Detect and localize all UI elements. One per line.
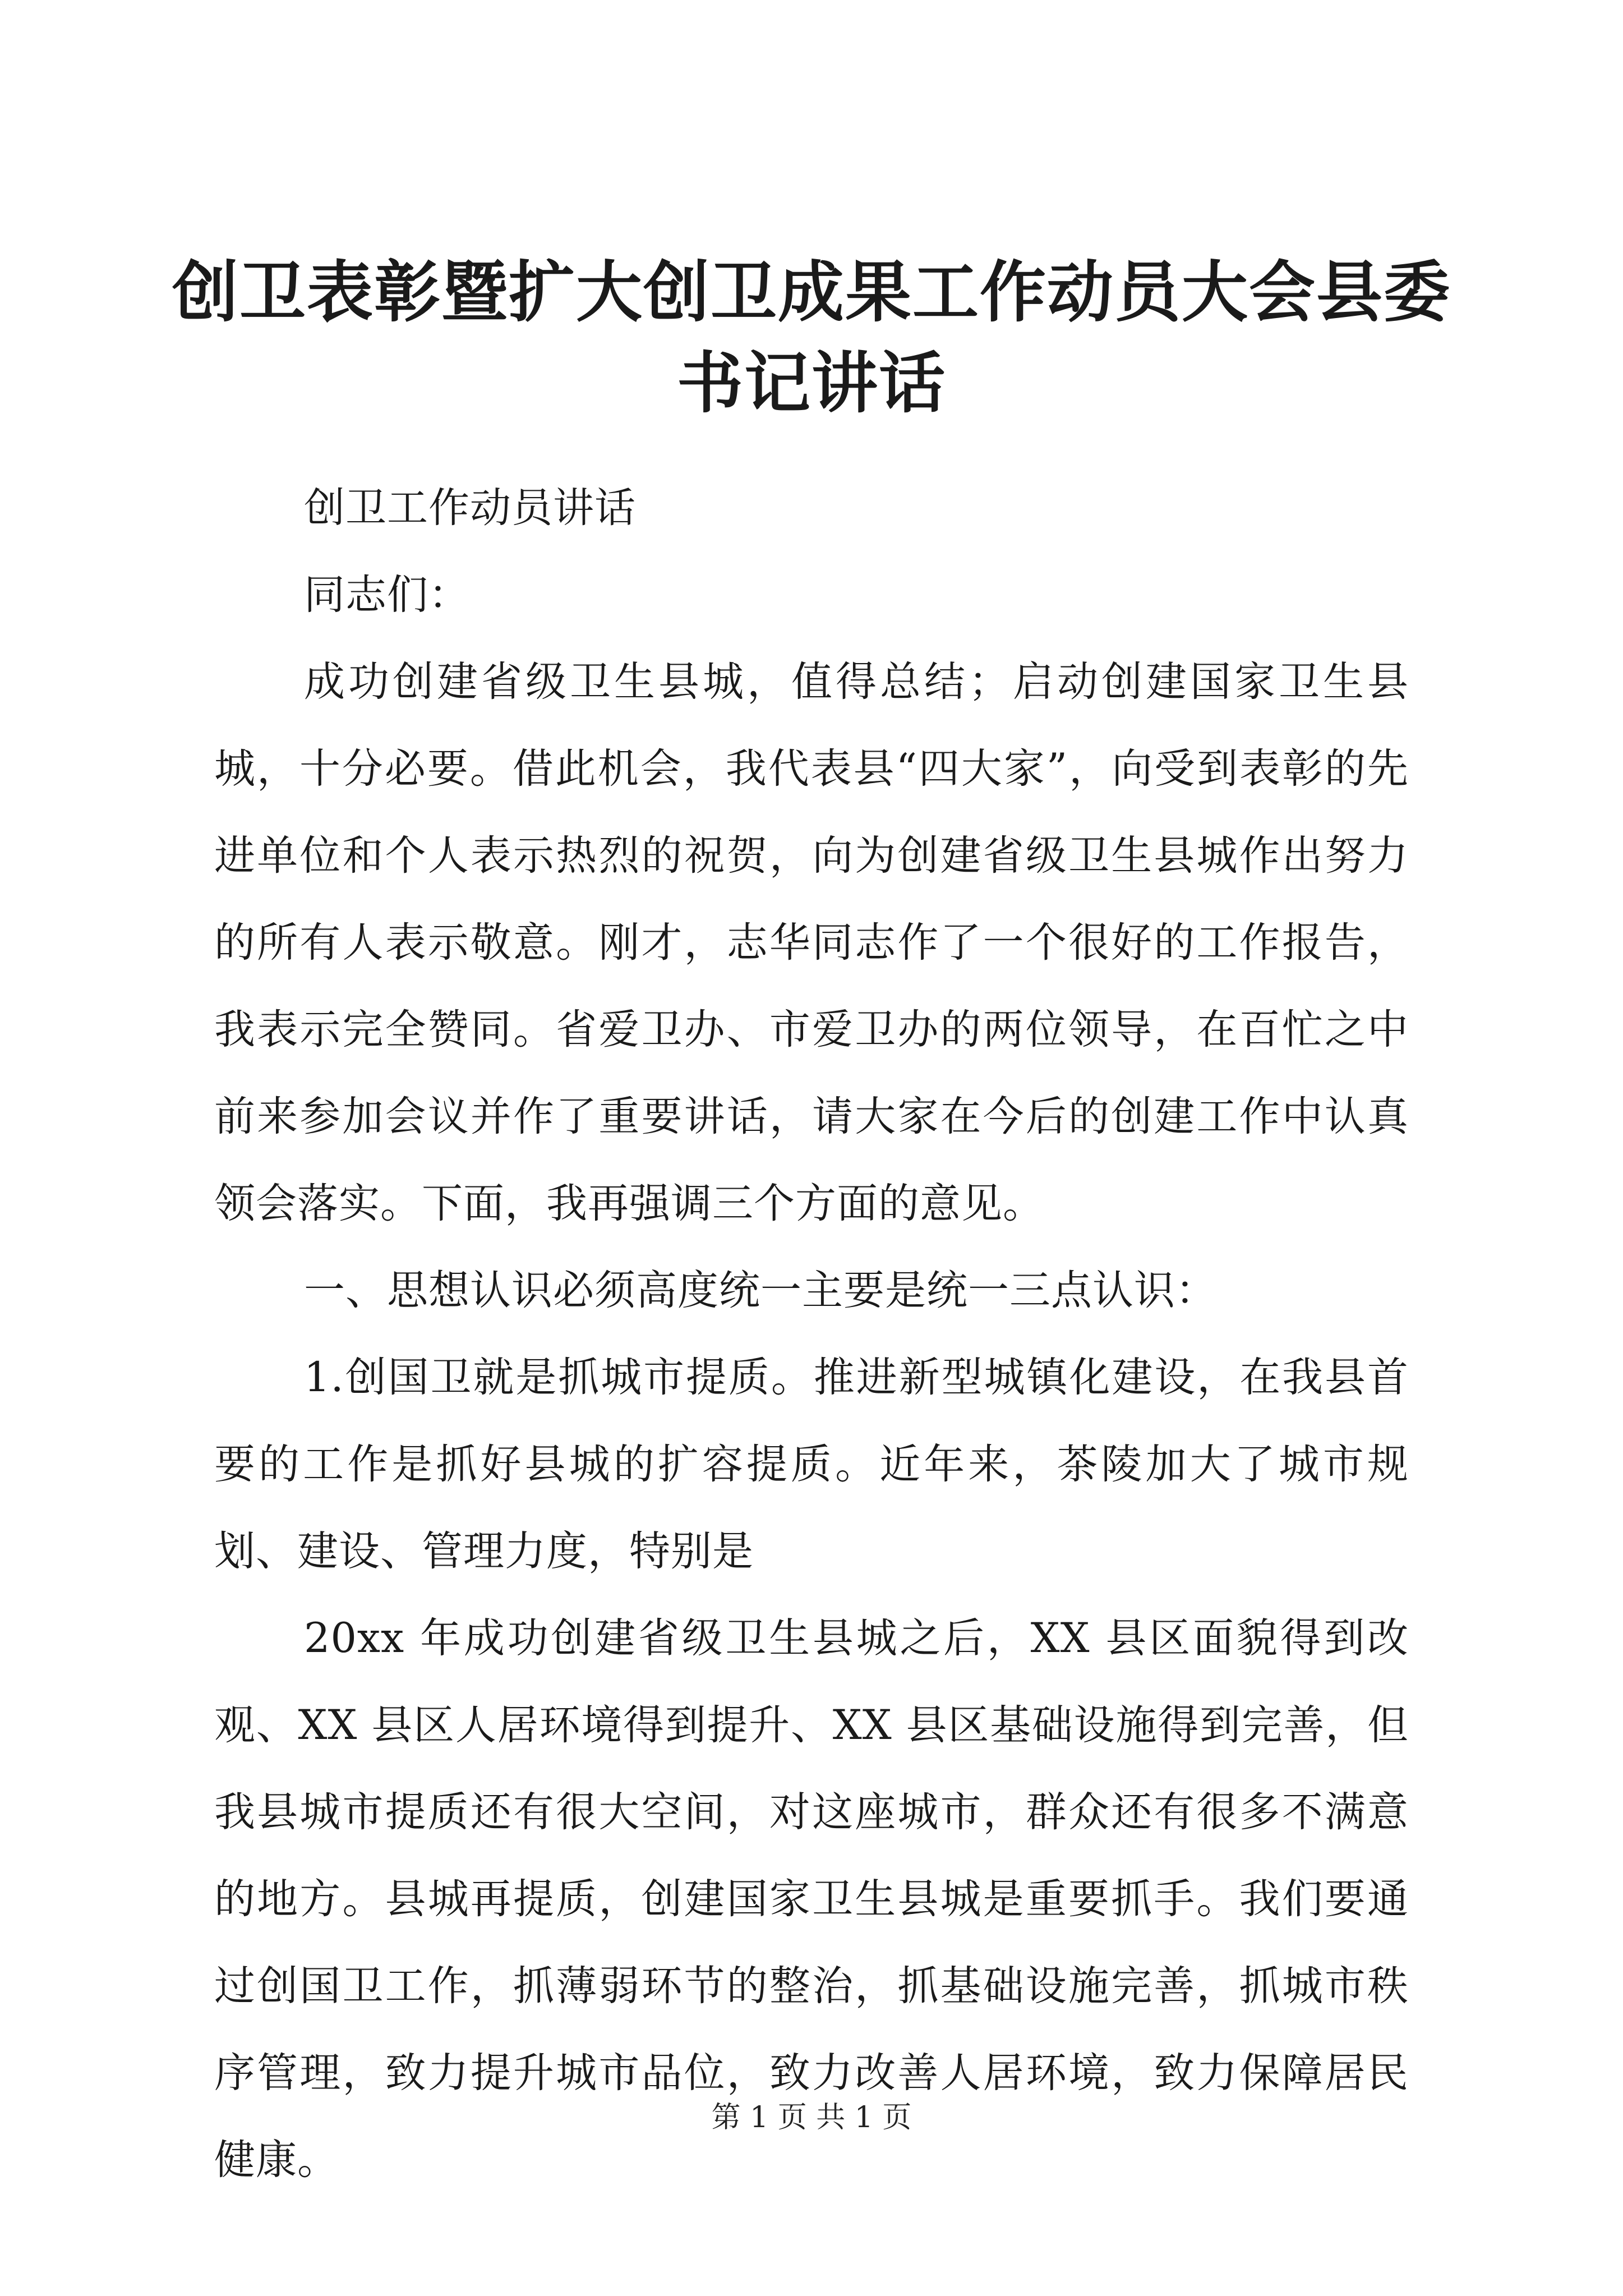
body-paragraph: 20xx 年成功创建省级卫生县城之后，XX 县区面貌得到改观、XX 县区人居环境得到提升、XX 县区基础设施得到完善，但我县城市提质还有很大空间，对这座城市，群众还有很多不满意的地方。县城再提质，创建国家卫生县城是重要抓手。我们要通过创国卫工作，抓薄弱环节的整治，抓基础设施完善，抓城市秩序管理，致力提升城市品位，致力改善人居环境，致力保障居民健康。 (214, 1614, 1409, 2184)
document-body (214, 464, 1409, 2203)
document-title: 创卫表彰暨扩大创卫成果工作动员大会县委书记讲话 (172, 253, 1451, 422)
speech-subtitle: 创卫工作动员讲话 (304, 484, 636, 532)
body-paragraph: 成功创建省级卫生县城，值得总结；启动创建国家卫生县城，十分必要。借此机会，我代表县“四大家”，向受到表彰的先进单位和个人表示热烈的祝贺，向为创建省级卫生县城作出努力的所有人表示敬意。刚才，志华同志作了一个很好的工作报告，我表示完全赞同。省爱卫办、市爱卫办的两位领导，在百忙之中前来参加会议并作了重要讲话，请大家在今后的创建工作中认真领会落实。下面，我再强调三个方面的意见。 (214, 658, 1409, 1227)
salutation: 同志们： (304, 571, 470, 619)
page-footer: 第 1 页 共 1 页 (711, 2101, 912, 2134)
body-paragraph: 1.创国卫就是抓城市提质。推进新型城镇化建设，在我县首要的工作是抓好县城的扩容提质。近年来，茶陵加大了城市规划、建设、管理力度，特别是 (214, 1354, 1409, 1575)
section-heading: 一、思想认识必须高度统一主要是统一三点认识： (304, 1267, 1217, 1314)
